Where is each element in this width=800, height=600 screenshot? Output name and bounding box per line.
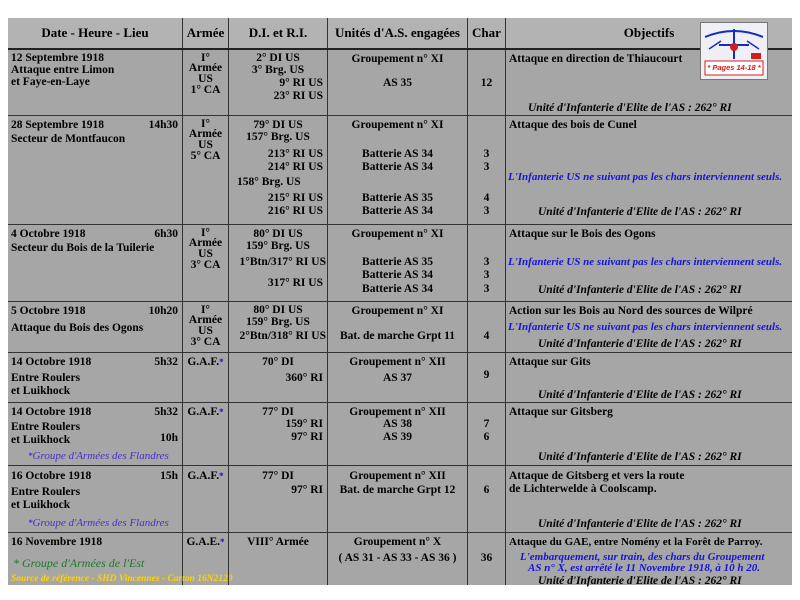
- gaf-footnote-text: Groupe d'Armées des Flandres: [32, 517, 169, 529]
- char-cell: [468, 353, 506, 402]
- row-date: 16 Novembre 1918: [11, 536, 103, 548]
- armee-name-text: VIII° Armée: [247, 536, 309, 548]
- date-cell: [8, 302, 183, 352]
- armee-text: [183, 536, 228, 549]
- asterisk-icon: *: [219, 407, 224, 417]
- char-count: 3: [483, 205, 490, 217]
- brigade-text: 159° Brg. US: [246, 240, 310, 252]
- char-count: 3: [483, 283, 490, 295]
- armee-text: US: [198, 73, 213, 85]
- armee-code: G.A.F.: [187, 406, 220, 418]
- di-ri-cell: [229, 225, 328, 301]
- armee-cell: [183, 353, 229, 402]
- date-cell: [8, 403, 183, 465]
- header-unites: [328, 18, 468, 48]
- table-row: [8, 533, 792, 585]
- di-text: 2° DI US: [256, 52, 300, 64]
- ri-text: 1°Btn/317° RI US: [239, 256, 326, 268]
- ri-text: 97° RI: [291, 431, 323, 443]
- armee-text: Armée: [188, 128, 223, 140]
- elite-unit-text: Unité d'Infanterie d'Elite de l'AS : 262° RI: [538, 338, 742, 350]
- objectifs-cell: [506, 353, 792, 402]
- armee-text: Armée: [188, 237, 223, 249]
- char-count: 3: [483, 161, 490, 173]
- gae-footnote-text: Groupe d'Armées de l'Est: [22, 556, 145, 570]
- row-time: 5h32: [154, 356, 178, 368]
- row-time: 5h32: [154, 406, 178, 418]
- armee-text: Armée: [188, 62, 223, 74]
- header-objectifs-label: Objectifs: [623, 25, 675, 40]
- unites-cell: [328, 50, 468, 115]
- armee-text: [183, 406, 228, 419]
- header-date: [8, 18, 183, 48]
- row-date: 14 Octobre 1918: [11, 356, 92, 368]
- char-count: 9: [483, 369, 490, 381]
- row-place: Entre Roulers: [11, 421, 81, 433]
- row-date: 5 Octobre 1918: [11, 305, 86, 317]
- objective-text: Attaque du GAE, entre Nomény et la Forêt de Parroy.: [509, 536, 763, 548]
- di-text: 80° DI US: [253, 228, 303, 240]
- unites-cell: [328, 533, 468, 585]
- objective-note: AS n° X, est arrêté le 11 Novembre 1918, à 10 h 20.: [528, 562, 761, 574]
- header-di-ri: [229, 18, 328, 48]
- di-ri-cell: [229, 403, 328, 465]
- row-place: Attaque entre Limon: [11, 64, 115, 76]
- unites-cell: [328, 225, 468, 301]
- objective-text: Action sur les Bois au Nord des sources de Wilpré: [509, 305, 753, 317]
- armee-text: I°: [200, 52, 211, 64]
- char-count: 3: [483, 269, 490, 281]
- char-cell: [468, 533, 506, 585]
- brigade-text: 158° Brg. US: [237, 176, 301, 188]
- ri-text: 2°Btn/318° RI US: [239, 330, 326, 342]
- row-date: 14 Octobre 1918: [11, 406, 92, 418]
- char-cell: [468, 50, 506, 115]
- brigade-text: 159° Brg. US: [246, 316, 310, 328]
- objective-text: Attaque de Gitsberg et vers la route: [509, 470, 685, 482]
- di-ri-cell: [229, 466, 328, 532]
- source-reference: Source de référence - SHD Vincennes - Carton 16N2120: [11, 574, 233, 584]
- elite-unit-text: Unité d'Infanterie d'Elite de l'AS : 262° RI: [538, 575, 742, 587]
- ri-text: 9° RI US: [279, 77, 323, 89]
- groupement-text: Groupement n° XI: [351, 53, 444, 65]
- objective-text: de Lichterwelde à Coolscamp.: [509, 483, 657, 495]
- unites-cell: [328, 302, 468, 352]
- char-count: 3: [483, 148, 490, 160]
- elite-unit-text: Unité d'Infanterie d'Elite de l'AS : 262° RI: [538, 518, 742, 530]
- ri-text: 214° RI US: [267, 161, 323, 173]
- char-count: 3: [483, 256, 490, 268]
- armee-text: [183, 356, 228, 369]
- unites-cell: [328, 466, 468, 532]
- armee-text: 3° CA: [190, 259, 221, 271]
- gaf-footnote-text: Groupe d'Armées des Flandres: [32, 450, 169, 462]
- unit-text: AS 39: [382, 431, 413, 443]
- ri-text: 159° RI: [285, 418, 323, 430]
- di-text: 79° DI US: [253, 119, 303, 131]
- table-row: [8, 466, 792, 533]
- row-place: Secteur de Montfaucon: [11, 133, 126, 145]
- table-row: [8, 302, 792, 353]
- di-text: 77° DI: [262, 406, 294, 418]
- groupement-text: Groupement n° XII: [349, 470, 446, 482]
- unites-cell: [328, 116, 468, 224]
- char-count: 6: [483, 431, 490, 443]
- armee-cell: [183, 403, 229, 465]
- unites-cell: [328, 403, 468, 465]
- groupement-text: Groupement n° XI: [351, 228, 444, 240]
- char-count: 7: [483, 418, 490, 430]
- pages-14-18-logo: [700, 22, 768, 80]
- brigade-text: 157° Brg. US: [246, 131, 310, 143]
- gaf-footnote: [28, 517, 169, 530]
- objectifs-cell: [506, 403, 792, 465]
- date-cell: [8, 353, 183, 402]
- objective-text: Attaque en direction de Thiaucourt: [509, 53, 683, 65]
- table-row: [8, 403, 792, 466]
- objective-text: Attaque sur le Bois des Ogons: [509, 228, 656, 240]
- row-date: 16 Octobre 1918: [11, 470, 92, 482]
- table-row: [8, 50, 792, 116]
- armee-cell: [183, 225, 229, 301]
- header-char-label: Char: [472, 25, 501, 40]
- us-note-text: L'Infanterie US ne suivant pas les chars interviennent seuls.: [508, 256, 783, 268]
- row-date: 4 Octobre 1918: [11, 228, 86, 240]
- unit-text: Bat. de marche Grpt 12: [339, 484, 456, 496]
- armee-cell: [183, 116, 229, 224]
- asterisk-icon: *: [219, 471, 224, 481]
- row-place: et Luikhock: [11, 499, 71, 511]
- row-time: 14h30: [148, 119, 178, 131]
- char-count: 4: [483, 192, 490, 204]
- elite-unit-text: Unité d'Infanterie d'Elite de l'AS : 262° RI: [538, 206, 742, 218]
- armee-code: G.A.F.: [187, 470, 220, 482]
- di-text: 70° DI: [262, 356, 294, 368]
- gaf-footnote: [28, 450, 169, 463]
- row-time: 6h30: [154, 228, 178, 240]
- header-char: [468, 18, 506, 48]
- armee-text: [183, 470, 228, 483]
- ri-text: 23° RI US: [273, 90, 323, 102]
- di-ri-cell: [229, 302, 328, 352]
- objectifs-cell: [506, 225, 792, 301]
- armee-text: US: [198, 139, 213, 151]
- row-place: et Faye-en-Laye: [11, 76, 90, 88]
- armee-text: 3° CA: [190, 336, 221, 348]
- us-note-text: L'Infanterie US ne suivant pas les chars interviennent seuls.: [508, 171, 783, 183]
- armee-text: I°: [200, 304, 211, 316]
- battery-text: Batterie AS 34: [362, 283, 433, 295]
- header-armee-label: Armée: [186, 25, 225, 40]
- header-unites-label: Unités d'A.S. engagées: [335, 25, 460, 40]
- armee-text: Armée: [188, 314, 223, 326]
- armee-text: US: [198, 248, 213, 260]
- armee-text: I°: [200, 118, 211, 130]
- operations-table: [8, 18, 792, 585]
- asterisk-icon: *: [28, 451, 33, 461]
- ri-text: 213° RI US: [267, 148, 323, 160]
- us-note-text: L'Infanterie US ne suivant pas les chars interviennent seuls.: [508, 321, 783, 333]
- battery-text: Batterie AS 35: [362, 192, 433, 204]
- objectifs-cell: [506, 466, 792, 532]
- date-cell: [8, 225, 183, 301]
- armee-text: US: [198, 325, 213, 337]
- battery-text: Batterie AS 34: [362, 205, 433, 217]
- objectifs-cell: [506, 116, 792, 224]
- groupement-text: Groupement n° XII: [349, 406, 446, 418]
- logo-text: * Pages 14-18 *: [707, 63, 761, 72]
- groupement-text: Groupement n° X: [353, 536, 442, 548]
- row-time: 15h: [160, 470, 178, 482]
- armee-cell: [183, 466, 229, 532]
- table-row: [8, 353, 792, 403]
- di-ri-cell: [229, 50, 328, 115]
- row-time: 10h20: [148, 305, 178, 317]
- header-date-label: Date - Heure - Lieu: [41, 25, 149, 40]
- char-cell: [468, 225, 506, 301]
- row-place: Secteur du Bois de la Tuilerie: [11, 242, 155, 254]
- unit-text: AS 38: [382, 418, 413, 430]
- row-date: 28 Septembre 1918: [11, 119, 105, 131]
- armee-text: 1° CA: [190, 84, 221, 96]
- row-time: 10h: [160, 432, 178, 444]
- groupement-text: Groupement n° XII: [349, 356, 446, 368]
- row-place: Entre Roulers: [11, 372, 81, 384]
- ri-text: 215° RI US: [267, 192, 323, 204]
- groupement-text: Groupement n° XI: [351, 119, 444, 131]
- ri-text: 97° RI: [291, 484, 323, 496]
- di-text: 80° DI US: [253, 304, 303, 316]
- armee-code: G.A.F.: [187, 356, 220, 368]
- battery-text: Batterie AS 34: [362, 148, 433, 160]
- char-count: 36: [480, 552, 493, 564]
- unites-cell: [328, 353, 468, 402]
- table-row: [8, 116, 792, 225]
- row-date: 12 Septembre 1918: [11, 52, 105, 64]
- row-place: Entre Roulers: [11, 486, 81, 498]
- table-row: [8, 225, 792, 302]
- date-cell: [8, 116, 183, 224]
- row-place: et Luikhock: [11, 385, 71, 397]
- battery-text: Batterie AS 34: [362, 161, 433, 173]
- di-ri-cell: [229, 116, 328, 224]
- char-cell: [468, 403, 506, 465]
- objective-text: Attaque des bois de Cunel: [509, 119, 637, 131]
- unit-text: AS 35: [382, 77, 413, 89]
- armee-code: G.A.E.: [186, 536, 221, 548]
- asterisk-icon: *: [220, 537, 225, 547]
- elite-unit-text: Unité d'Infanterie d'Elite de l'AS : 262° RI: [538, 389, 742, 401]
- di-ri-cell: [229, 353, 328, 402]
- groupement-text: Groupement n° XI: [351, 305, 444, 317]
- objectifs-cell: [506, 302, 792, 352]
- row-place: Attaque du Bois des Ogons: [11, 322, 144, 334]
- char-count: 4: [483, 330, 490, 342]
- ri-text: 216° RI US: [267, 205, 323, 217]
- elite-unit-text: Unité d'Infanterie d'Elite de l'AS : 262° RI: [538, 284, 742, 296]
- objective-text: Attaque sur Gitsberg: [509, 406, 613, 418]
- char-count: 12: [480, 77, 493, 89]
- table-header: [8, 18, 792, 50]
- char-count: 6: [483, 484, 490, 496]
- header-armee: [183, 18, 229, 48]
- header-di-ri-label: D.I. et R.I.: [248, 25, 308, 40]
- brigade-text: 3° Brg. US: [251, 64, 305, 76]
- row-place: et Luikhock: [11, 434, 71, 446]
- battery-text: Batterie AS 34: [362, 269, 433, 281]
- date-cell: [8, 50, 183, 115]
- objective-text: Attaque sur Gits: [509, 356, 591, 368]
- di-text: 77° DI: [262, 470, 294, 482]
- unit-text: ( AS 31 - AS 33 - AS 36 ): [338, 552, 457, 564]
- armee-text: I°: [200, 227, 211, 239]
- char-cell: [468, 302, 506, 352]
- unit-text: Bat. de marche Grpt 11: [339, 330, 456, 342]
- gae-footnote: * Groupe d'Armées de l'Est: [13, 556, 145, 570]
- battery-text: Batterie AS 35: [362, 256, 433, 268]
- ri-text: 360° RI: [285, 372, 323, 384]
- objectifs-cell: [506, 533, 792, 585]
- objective-note: L'embarquement, sur train, des chars du Groupement: [520, 551, 765, 563]
- armee-cell: [183, 302, 229, 352]
- elite-unit-text: Unité d'Infanterie d'Elite de l'AS : 262° RI: [538, 451, 742, 463]
- unit-text: AS 37: [382, 372, 413, 384]
- asterisk-icon: *: [219, 357, 224, 367]
- armee-cell: [183, 533, 229, 585]
- armee-cell: [183, 50, 229, 115]
- char-cell: [468, 116, 506, 224]
- armee-text: 5° CA: [190, 150, 221, 162]
- ri-text: 317° RI US: [267, 277, 323, 289]
- elite-unit-text: Unité d'Infanterie d'Elite de l'AS : 262° RI: [528, 102, 732, 114]
- date-cell: [8, 466, 183, 532]
- di-ri-cell: [229, 533, 328, 585]
- char-cell: [468, 466, 506, 532]
- asterisk-icon: *: [28, 518, 33, 528]
